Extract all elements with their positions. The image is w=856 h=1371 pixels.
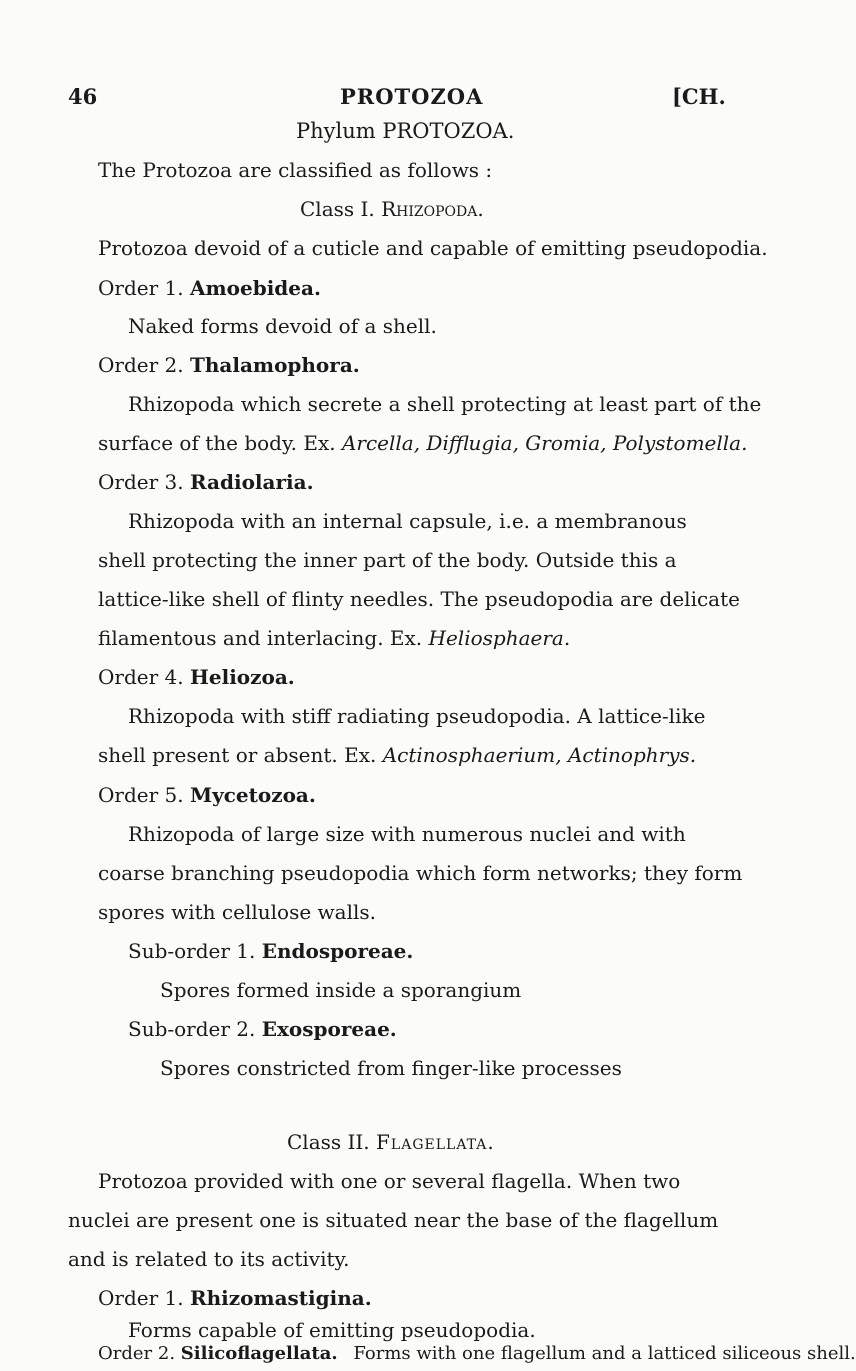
running-title: PROTOZOA bbox=[340, 84, 484, 109]
order2-label: Order 2. bbox=[98, 353, 184, 377]
order1-heading bbox=[98, 275, 321, 301]
class1-heading-name: Rhizopoda. bbox=[381, 197, 484, 221]
order3-heading bbox=[98, 469, 314, 495]
order5-heading bbox=[98, 782, 316, 808]
suborder2-label: Sub-order 2. bbox=[128, 1017, 256, 1041]
class1-heading-prefix: Class I. bbox=[300, 197, 375, 221]
class2-order1-label: Order 1. bbox=[98, 1286, 184, 1310]
order4-desc-prefix: shell present or absent. Ex. bbox=[98, 743, 377, 767]
order3-label: Order 3. bbox=[98, 470, 184, 494]
order4-desc-line1: Rhizopoda with stiff radiating pseudopodia. A lattice-like bbox=[128, 704, 706, 728]
chapter-marker: [CH. bbox=[672, 84, 726, 109]
order3-name: Radiolaria. bbox=[189, 470, 314, 494]
class2-desc-line3: and is related to its activity. bbox=[68, 1247, 350, 1271]
order4-label: Order 4. bbox=[98, 665, 184, 689]
order4-desc-line2 bbox=[98, 742, 696, 768]
class2-order1-heading bbox=[98, 1285, 372, 1311]
order3-examples: Heliosphaera. bbox=[428, 626, 571, 650]
class2-heading-name: Flagellata. bbox=[376, 1130, 495, 1154]
suborder2-description: Spores constricted from finger-like processes bbox=[160, 1056, 622, 1080]
order3-desc-line2: shell protecting the inner part of the body. Outside this a bbox=[98, 548, 677, 572]
order4-heading bbox=[98, 664, 295, 690]
class1-description: Protozoa devoid of a cuticle and capable of emitting pseudopodia. bbox=[98, 236, 768, 260]
order2-desc-prefix: surface of the body. Ex. bbox=[98, 431, 336, 455]
class2-order2-name: Silicoflagellata. bbox=[180, 1343, 338, 1364]
class2-order2-heading bbox=[98, 1343, 856, 1365]
order5-name: Mycetozoa. bbox=[189, 783, 316, 807]
suborder2-name: Exosporeae. bbox=[261, 1017, 397, 1041]
order2-examples: Arcella, Difflugia, Gromia, Polystomella. bbox=[341, 431, 748, 455]
class2-order2-description: Forms with one flagellum and a latticed siliceous shell. bbox=[353, 1343, 856, 1364]
order2-heading bbox=[98, 352, 360, 378]
class2-heading-prefix: Class II. bbox=[287, 1130, 370, 1154]
class2-order1-name: Rhizomastigina. bbox=[189, 1286, 372, 1310]
page-number: 46 bbox=[68, 84, 98, 109]
order3-desc-line1: Rhizopoda with an internal capsule, i.e. a membranous bbox=[128, 509, 687, 533]
order3-desc-line4 bbox=[98, 625, 570, 651]
class1-heading bbox=[300, 196, 484, 222]
order4-name: Heliozoa. bbox=[189, 665, 295, 689]
class2-desc-line1: Protozoa provided with one or several flagella. When two bbox=[98, 1169, 681, 1193]
order2-name: Thalamophora. bbox=[189, 353, 360, 377]
suborder1-heading bbox=[128, 938, 413, 964]
phylum-title: Phylum PROTOZOA. bbox=[296, 119, 515, 143]
intro-text: The Protozoa are classified as follows : bbox=[98, 158, 493, 182]
order5-label: Order 5. bbox=[98, 783, 184, 807]
order3-desc-prefix: filamentous and interlacing. Ex. bbox=[98, 626, 423, 650]
order1-description: Naked forms devoid of a shell. bbox=[128, 314, 437, 338]
order2-desc-line1: Rhizopoda which secrete a shell protecting at least part of the bbox=[128, 392, 762, 416]
suborder2-heading bbox=[128, 1016, 397, 1042]
suborder1-name: Endosporeae. bbox=[261, 939, 414, 963]
class2-order1-description: Forms capable of emitting pseudopodia. bbox=[128, 1318, 536, 1342]
order5-desc-line1: Rhizopoda of large size with numerous nuclei and with bbox=[128, 822, 686, 846]
class2-order2-label: Order 2. bbox=[98, 1343, 176, 1364]
order3-desc-line3: lattice-like shell of flinty needles. The pseudopodia are delicate bbox=[98, 587, 740, 611]
class2-heading bbox=[287, 1129, 495, 1155]
order4-examples: Actinosphaerium, Actinophrys. bbox=[382, 743, 697, 767]
order5-desc-line3: spores with cellulose walls. bbox=[98, 900, 376, 924]
order1-label: Order 1. bbox=[98, 276, 184, 300]
suborder1-description: Spores formed inside a sporangium bbox=[160, 978, 522, 1002]
suborder1-label: Sub-order 1. bbox=[128, 939, 256, 963]
class2-desc-line2: nuclei are present one is situated near the base of the flagellum bbox=[68, 1208, 719, 1232]
order2-desc-line2 bbox=[98, 430, 747, 456]
order5-desc-line2: coarse branching pseudopodia which form networks; they form bbox=[98, 861, 743, 885]
order1-name: Amoebidea. bbox=[189, 276, 321, 300]
